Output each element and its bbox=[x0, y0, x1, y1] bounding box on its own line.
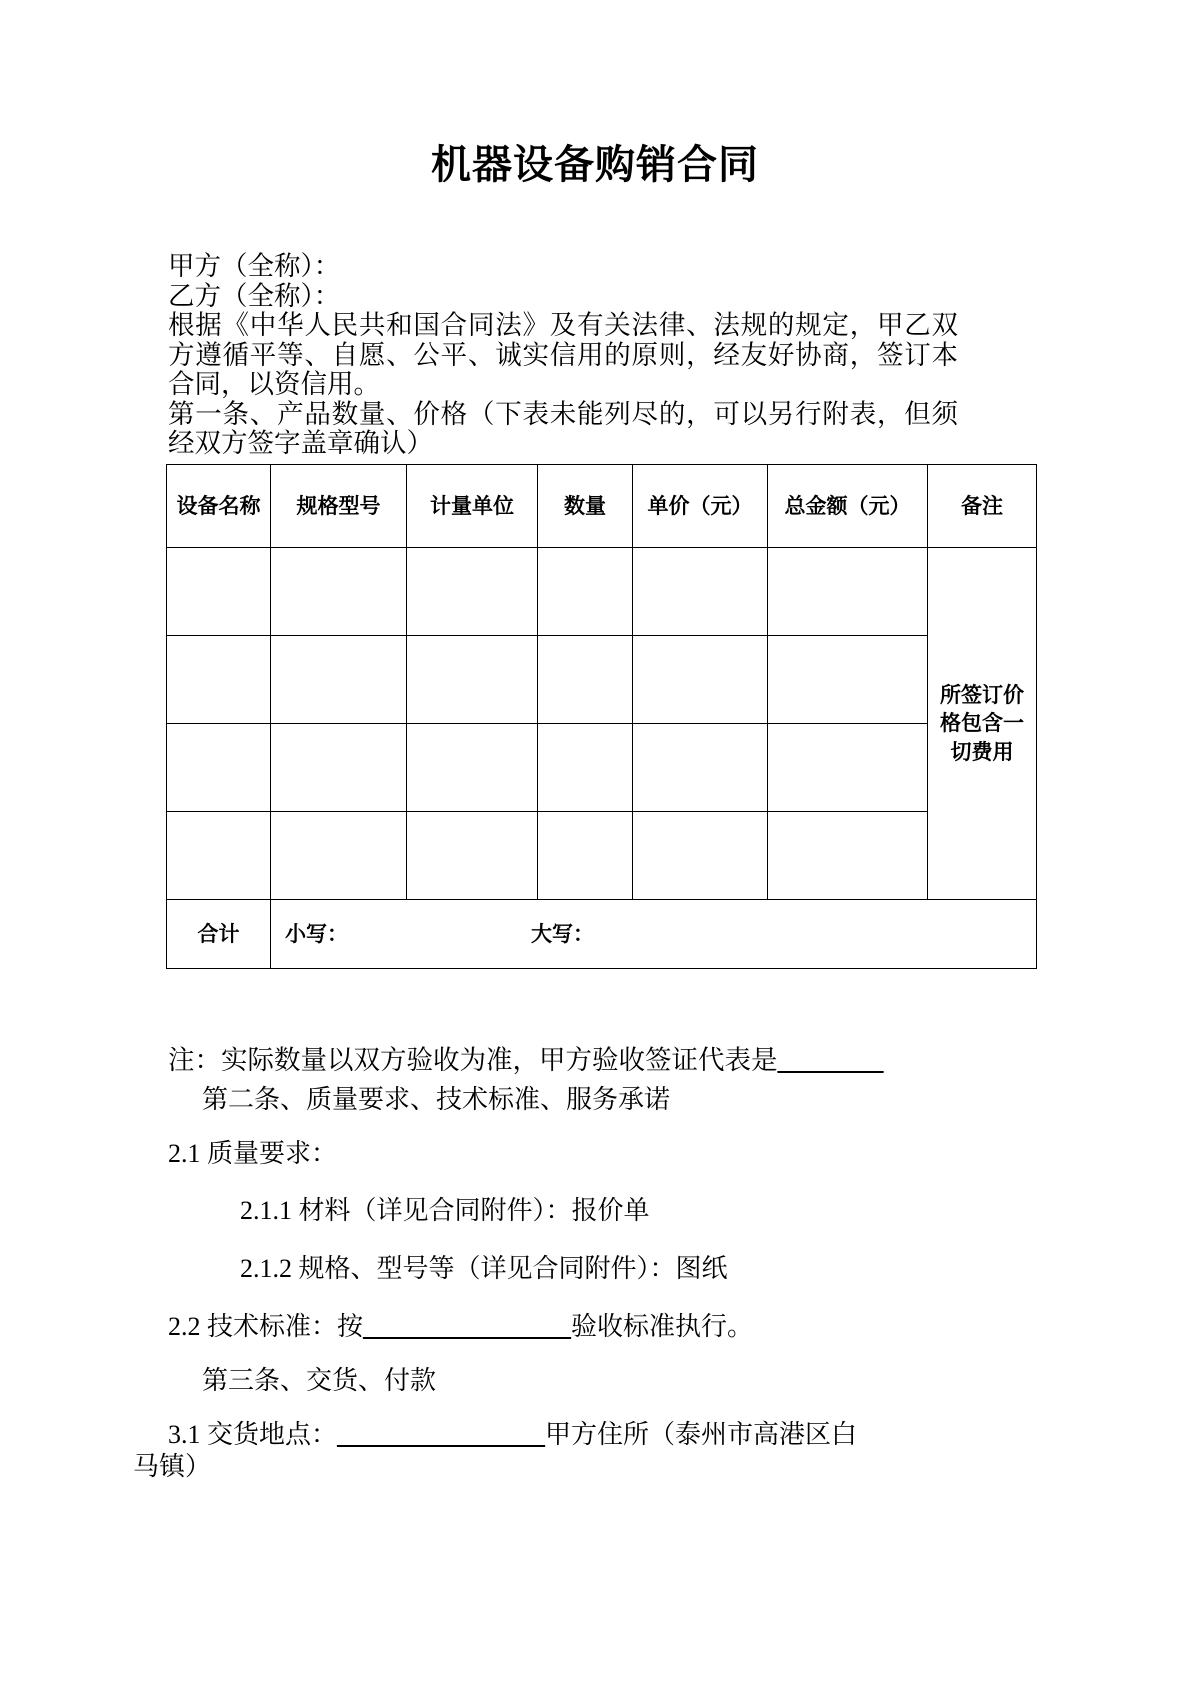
cell-unit-price[interactable] bbox=[633, 548, 768, 636]
table-note-block bbox=[168, 1046, 968, 1076]
cell-total-amount[interactable] bbox=[768, 636, 928, 724]
cell-spec-model[interactable] bbox=[271, 548, 407, 636]
goods-table-container bbox=[166, 464, 1036, 969]
item-2-1-1: 2.1.1 材料（详见合同附件）：报价单 bbox=[240, 1196, 650, 1225]
item-2-1: 2.1 质量要求： bbox=[168, 1139, 338, 1168]
cell-unit-price[interactable] bbox=[633, 724, 768, 812]
header-unit-price: 单价（元） bbox=[633, 465, 768, 548]
cell-quantity[interactable] bbox=[538, 548, 633, 636]
cell-equipment-name[interactable] bbox=[167, 724, 271, 812]
clause-one-heading: 第一条、产品数量、价格（下表未能列尽的，可以另行附表，但须经双方签字盖章确认） bbox=[168, 398, 958, 458]
total-values-cell bbox=[271, 900, 1037, 969]
item-2-1-1-wrap bbox=[240, 1196, 1060, 1226]
total-small-amount-label: 小写： bbox=[285, 921, 348, 946]
item-2-1-2-wrap bbox=[240, 1254, 1060, 1284]
section-2-title: 第二条、质量要求、技术标准、服务承诺 bbox=[202, 1085, 671, 1114]
table-row bbox=[167, 724, 1037, 812]
table-row bbox=[167, 636, 1037, 724]
party-a-line: 甲方（全称）： bbox=[168, 251, 341, 281]
cell-unit[interactable] bbox=[407, 812, 538, 900]
total-big-amount-label: 大写： bbox=[531, 921, 594, 946]
preamble-paragraph: 根据《中华人民共和国合同法》及有关法律、法规的规定，甲乙双方遵循平等、自愿、公平、诚实信用的原则，经友好协商，签订本合同，以资信用。 bbox=[168, 310, 958, 399]
item-2-2 bbox=[168, 1312, 988, 1342]
cell-total-amount[interactable] bbox=[768, 812, 928, 900]
header-spec-model: 规格型号 bbox=[271, 465, 407, 548]
header-equipment-name: 设备名称 bbox=[167, 465, 271, 548]
cell-spec-model[interactable] bbox=[271, 724, 407, 812]
cell-equipment-name[interactable] bbox=[167, 548, 271, 636]
acceptance-note-blank[interactable]: ________ bbox=[777, 1045, 884, 1075]
cell-spec-model[interactable] bbox=[271, 636, 407, 724]
item-3-1-wrap bbox=[133, 1420, 1008, 1482]
header-quantity: 数量 bbox=[538, 465, 633, 548]
section-3-title: 第三条、交货、付款 bbox=[202, 1366, 437, 1395]
table-row bbox=[167, 812, 1037, 900]
item-3-1-prefix: 3.1 交货地点： bbox=[168, 1420, 338, 1449]
intro-block bbox=[168, 252, 958, 459]
cell-unit[interactable] bbox=[407, 724, 538, 812]
cell-total-amount[interactable] bbox=[768, 724, 928, 812]
cell-equipment-name[interactable] bbox=[167, 636, 271, 724]
cell-remark-merged: 所签订价格包含一切费用 bbox=[928, 548, 1037, 900]
item-2-2-prefix: 2.2 技术标准：按 bbox=[168, 1312, 364, 1341]
item-2-2-wrap bbox=[168, 1312, 988, 1342]
table-total-row bbox=[167, 900, 1037, 969]
cell-total-amount[interactable] bbox=[768, 548, 928, 636]
item-2-1-2: 2.1.2 规格、型号等（详见合同附件）：图纸 bbox=[240, 1254, 728, 1283]
item-3-1-suffix: 甲方住所（泰州市高港区白 bbox=[545, 1420, 858, 1449]
cell-unit[interactable] bbox=[407, 636, 538, 724]
cell-quantity[interactable] bbox=[538, 724, 633, 812]
header-unit: 计量单位 bbox=[407, 465, 538, 548]
item-3-1-wrap-line: 马镇） bbox=[133, 1452, 212, 1481]
item-3-1-blank[interactable]: ________________ bbox=[337, 1420, 546, 1449]
table-row bbox=[167, 548, 1037, 636]
header-remark: 备注 bbox=[928, 465, 1037, 548]
cell-unit[interactable] bbox=[407, 548, 538, 636]
total-label: 合计 bbox=[167, 900, 271, 969]
cell-quantity[interactable] bbox=[538, 636, 633, 724]
cell-quantity[interactable] bbox=[538, 812, 633, 900]
party-b-line: 乙方（全称）： bbox=[168, 280, 341, 311]
section-3-title-wrap bbox=[202, 1366, 1022, 1396]
section-2-title-wrap bbox=[202, 1085, 1022, 1115]
cell-unit-price[interactable] bbox=[633, 636, 768, 724]
acceptance-note bbox=[168, 1046, 968, 1076]
acceptance-note-text: 注：实际数量以双方验收为准，甲方验收签证代表是 bbox=[168, 1045, 778, 1075]
item-2-1-wrap bbox=[168, 1139, 988, 1169]
table-header-row bbox=[167, 465, 1037, 548]
cell-unit-price[interactable] bbox=[633, 812, 768, 900]
page-title: 机器设备购销合同 bbox=[431, 142, 759, 187]
cell-equipment-name[interactable] bbox=[167, 812, 271, 900]
cell-spec-model[interactable] bbox=[271, 812, 407, 900]
item-2-2-blank[interactable]: ________________ bbox=[363, 1312, 572, 1341]
item-2-2-suffix: 验收标准执行。 bbox=[571, 1312, 754, 1341]
item-3-1 bbox=[133, 1420, 1008, 1482]
header-total-amount: 总金额（元） bbox=[768, 465, 928, 548]
goods-table bbox=[166, 464, 1037, 969]
